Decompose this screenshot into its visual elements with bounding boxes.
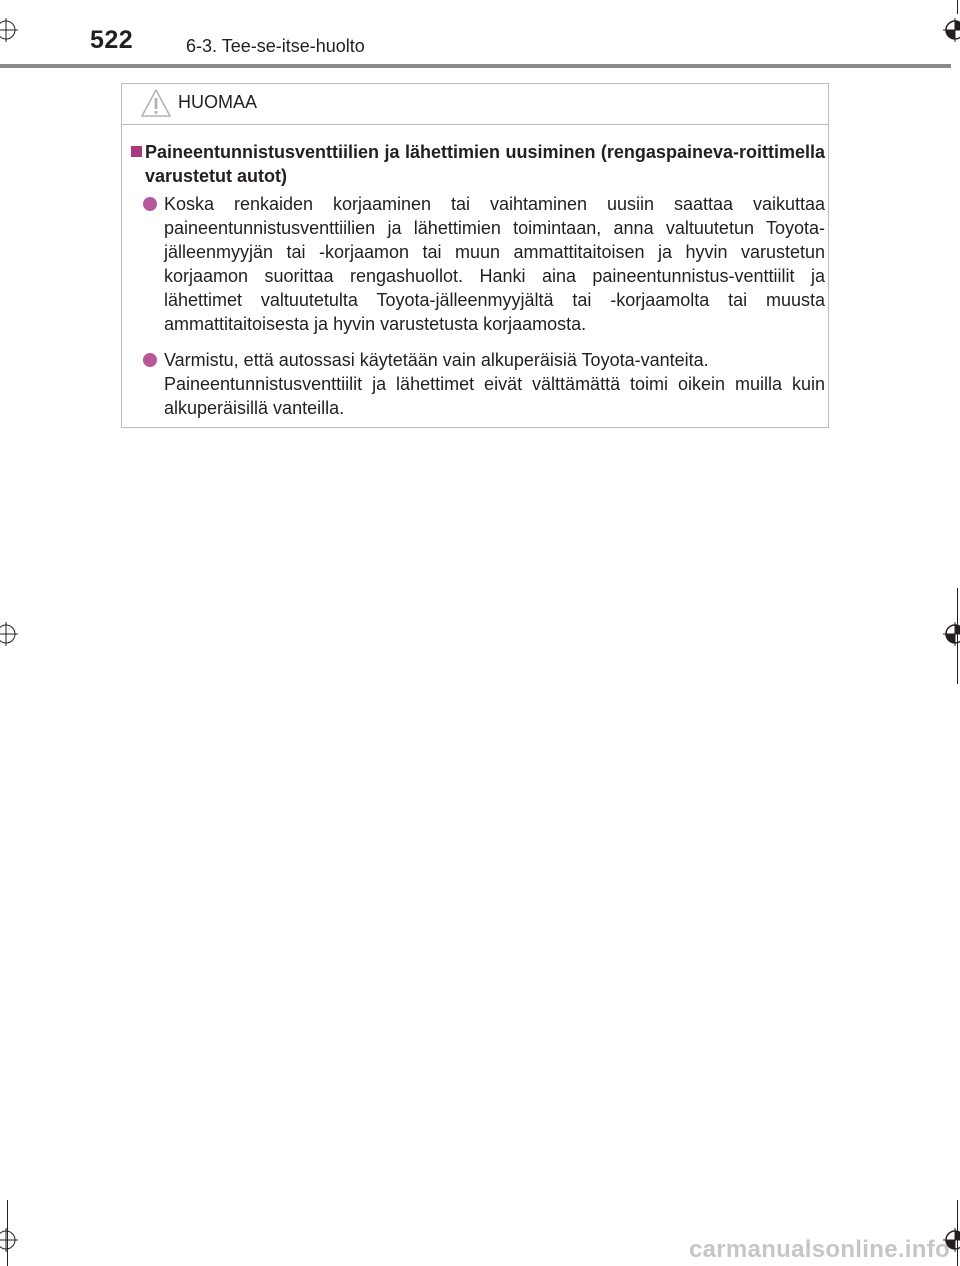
crop-line <box>7 1200 8 1266</box>
topic-heading <box>131 140 825 188</box>
header-rule <box>0 64 951 68</box>
notice-box <box>121 83 829 428</box>
circle-bullet-icon <box>143 353 157 367</box>
square-bullet-icon <box>131 146 142 157</box>
crosshair-mark-icon <box>0 622 18 646</box>
notice-title: HUOMAA <box>178 92 258 112</box>
crop-line <box>957 0 958 14</box>
warning-triangle-icon <box>140 87 172 119</box>
list-item-text: Varmistu, että autossasi käytetään vain alkuperäisiä Toyota-vanteita. <box>164 350 709 370</box>
crop-line <box>957 1200 958 1266</box>
list-item-text: Paineentunnistusventtiilit ja lähettimet eivät välttämättä toimi oikein muilla kuin alkuperäisillä vanteilla. <box>164 374 825 418</box>
notice-header <box>122 84 828 125</box>
registration-mark-icon <box>943 18 960 42</box>
list-item <box>131 348 825 420</box>
crosshair-mark-icon <box>0 18 18 42</box>
circle-bullet-icon <box>143 197 157 211</box>
list-item-text: Koska renkaiden korjaaminen tai vaihtaminen uusiin saattaa vaikuttaa paineentunnistusventtiilien ja lähettimien toimintaan, anna valtuutetun Toyota-jälleenmyyjän tai -korjaamon tai muun ammattitaitoisen ja hyvin varustetun korjaamon suorittaa rengashuollot. Hanki aina paineentunnistus-venttiilit ja lähettimet valtuutetulta Toyota-jälleenmyyjältä tai -korjaamolta tai muusta ammattitaitoisesta ja hyvin varustetusta korjaamosta. <box>164 194 825 334</box>
watermark: carmanualsonline.info <box>688 1236 950 1263</box>
section-title: 6-3. Tee-se-itse-huolto <box>186 36 365 56</box>
crop-line <box>957 588 958 684</box>
crosshair-mark-icon <box>0 1228 18 1252</box>
notice-body <box>131 140 825 420</box>
page-number: 522 <box>90 26 134 54</box>
list-item <box>131 192 825 336</box>
topic-text: Paineentunnistusventtiilien ja lähettimien uusiminen (rengaspaineva-roittimella varustetut autot) <box>145 142 825 186</box>
